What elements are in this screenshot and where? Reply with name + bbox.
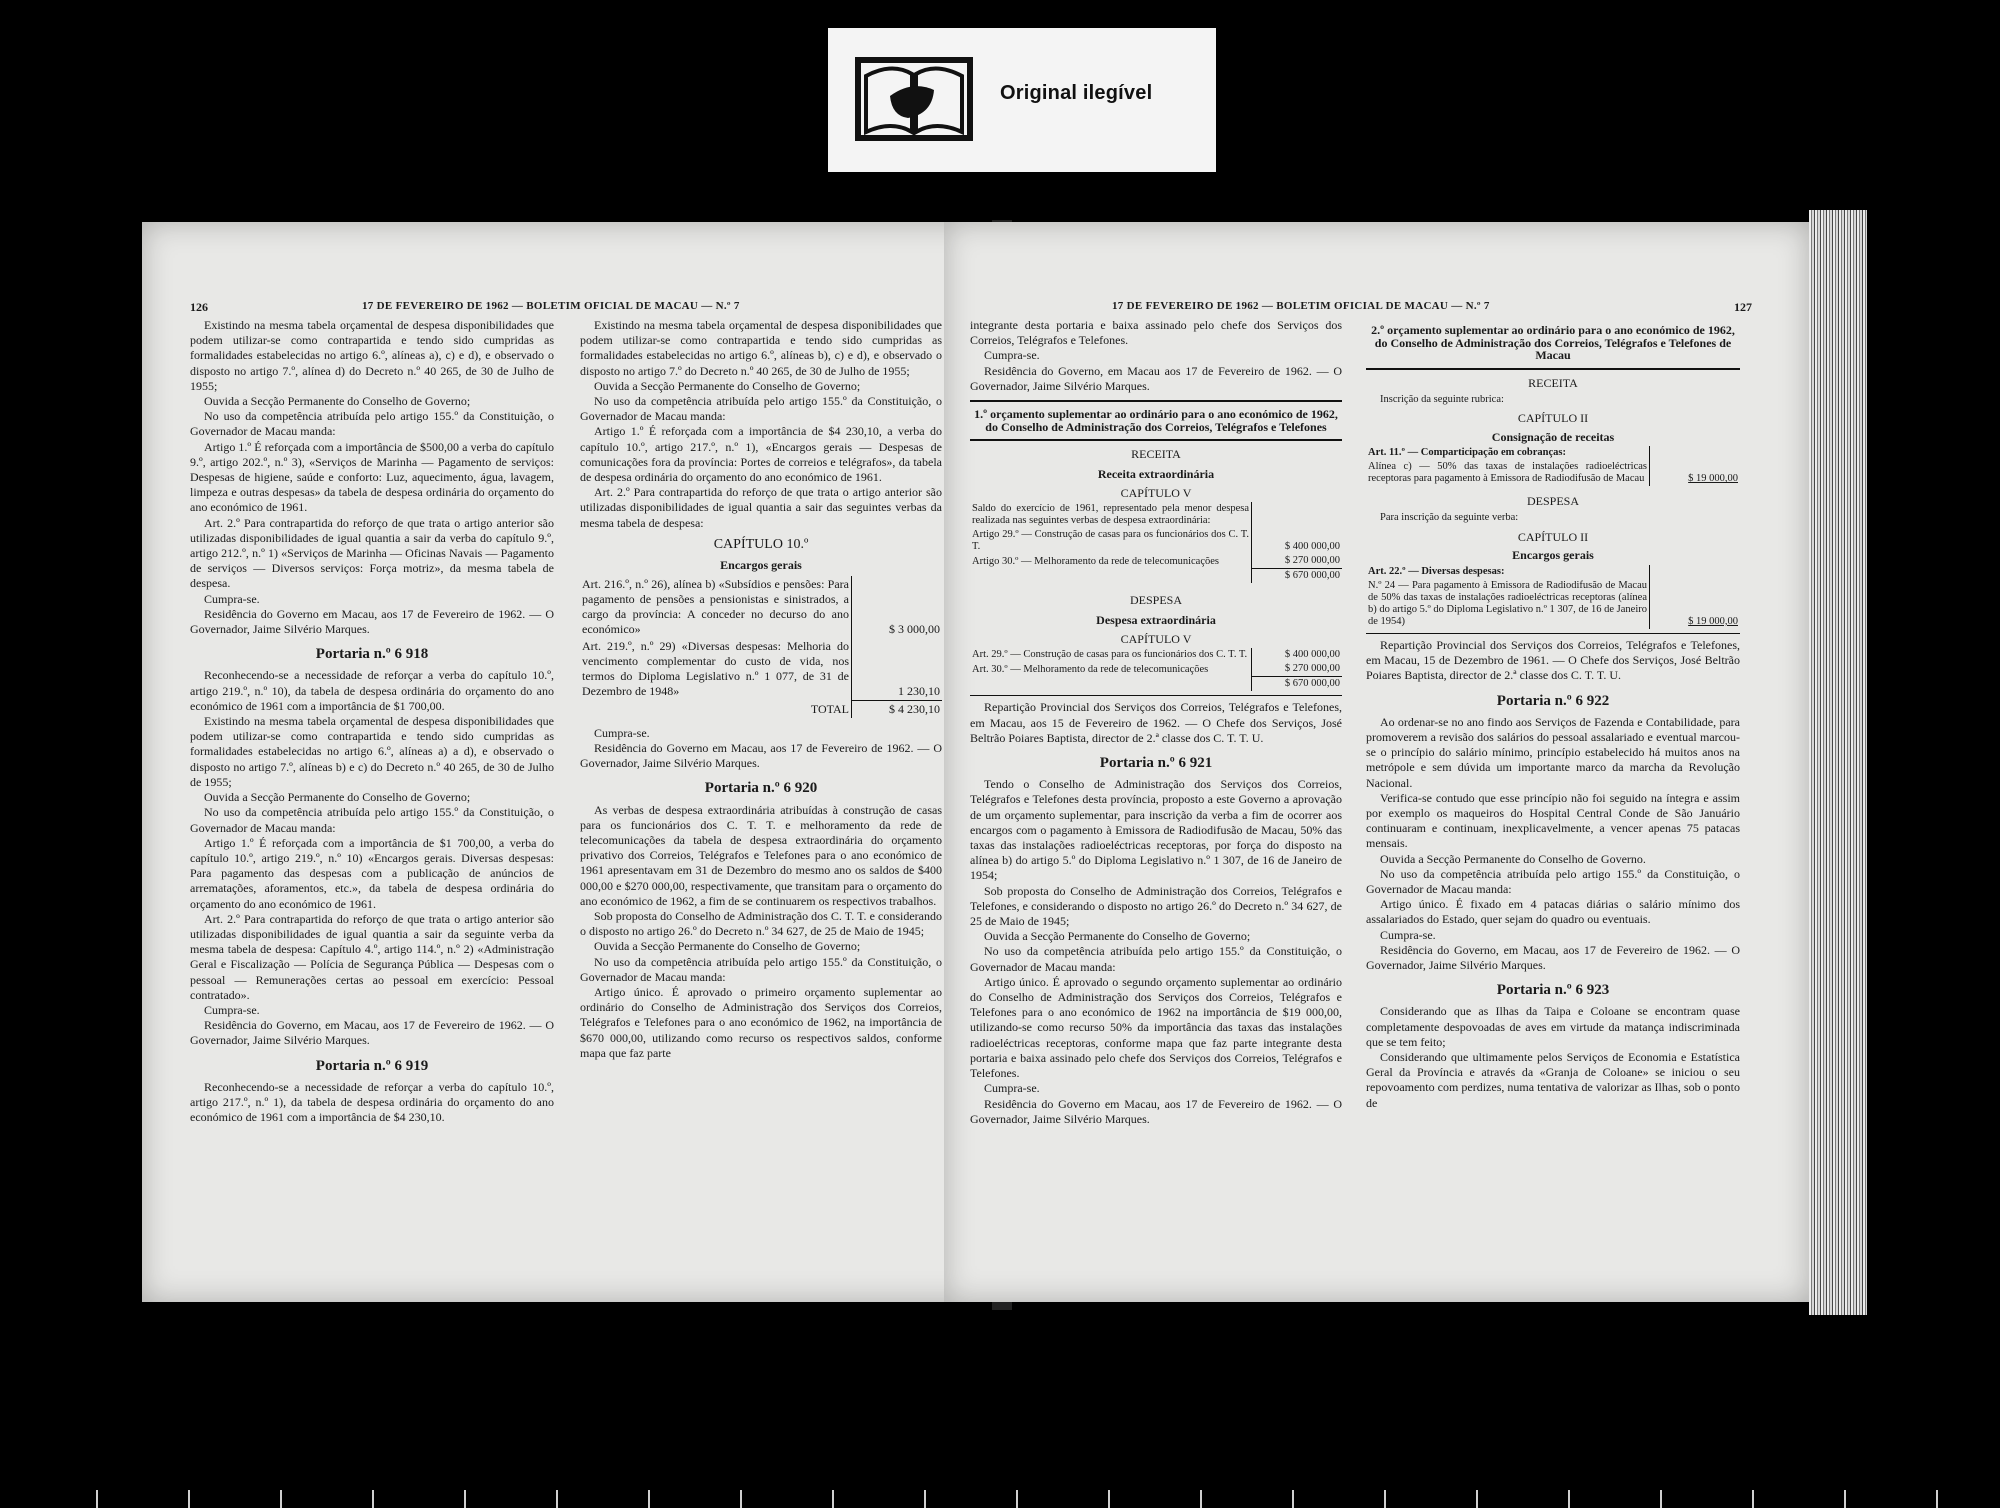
section-heading: RECEITA xyxy=(1131,447,1181,462)
divider xyxy=(970,695,1342,696)
paragraph: Artigo 1.º É reforçada com a importância de $4 230,10, a verba do capítulo 10.º, artigo 217.º, n.º 1), «Encargos gerais — Despesas de comunicações fora da província: Portes de correios e telégrafos», da tabela de despesa ordinária do orçamento do ano económico de 1961. xyxy=(580,424,942,485)
paragraph: Artigo 1.º É reforçada com a importância de $500,00 a verba do capítulo 9.º, artigo 202.º, n.º 3), «Serviços de Marinha — Pagamento de serviços: Despesas de higiene, saúde e conforto: Luz, aquecimento, água, lavagem, limpeza e outras despesas» da tabela de despesa ordinária do orçamento do ano económico de 1961. xyxy=(190,439,554,515)
right-page xyxy=(944,222,1809,1302)
table-row xyxy=(970,554,1342,569)
chapter-heading: CAPÍTULO II xyxy=(1517,529,1589,544)
amount-cell: $ 400 000,00 xyxy=(1252,648,1343,662)
table-cell: Artigo 29.º — Construção de casas para os funcionários dos C. T. T. xyxy=(972,529,1249,553)
paragraph: Sob proposta do Conselho de Administração dos Correios, Telégrafos e Telefones, e considerando o disposto no artigo 26.º do Decreto n.º 34 627, de 25 de Maio de 1945; xyxy=(970,883,1342,929)
paragraph: No uso da competência atribuída pelo artigo 155.º da Constituição, o Governador de Macau manda: xyxy=(190,409,554,439)
amount-cell: $ 270 000,00 xyxy=(1252,554,1343,569)
paragraph: Sob proposta do Conselho de Administração dos C. T. T. e considerando o disposto no artigo 26.º do Decreto n.º 34 627, de 25 de Maio de 1945; xyxy=(580,908,942,939)
paragraph: Inscrição da seguinte rubrica: xyxy=(1380,393,1504,405)
table-cell: Art. 216.º, n.º 26), alínea b) «Subsídios e pensões: Para pagamento de pensões a pensionistas e sinistrados, a cargo da província: A conceder no decurso do ano económico» xyxy=(582,577,849,637)
section-heading: DESPESA xyxy=(1526,494,1579,509)
table-cell: Art. 30.º — Melhoramento da rede de telecomunicações xyxy=(972,663,1209,675)
signature-line: Residência do Governo, em Macau, aos 17 de Fevereiro de 1962. — O Governador, Jaime Silvério Marques. xyxy=(1366,942,1740,972)
total-amount: $ 670 000,00 xyxy=(1252,569,1343,584)
paragraph: Reconhecendo-se a necessidade de reforçar a verba do capítulo 10.º, artigo 219.º, n.º 10), da tabela de despesa ordinária do orçamento do ano económico de 1961 com a importância de $1 700,00. xyxy=(190,668,554,713)
paragraph: Tendo o Conselho de Administração dos Serviços dos Correios, Telégrafos e Telefones desta província, proposto a este Governo a aprovação de um orçamento suplementar, para inscrição da verba a fim de ocorrer aos encargos com o pagamento à Emissora de Radiodifusão de Macau, 50% das taxas das instalações radioeléctricas receptoras, por força do disposto na alínea b) do artigo 5.º do Diploma Legislativo n.º 1 307, de 16 de Janeiro de 1954; xyxy=(970,777,1342,883)
paragraph: Ouvida a Secção Permanente do Conselho de Governo; xyxy=(204,790,471,805)
portaria-heading: Portaria n.º 6 918 xyxy=(315,646,429,663)
table-cell: Art. 29.º — Construção de casas para os funcionários dos C. T. T. xyxy=(972,649,1248,661)
table-total-row xyxy=(970,569,1342,584)
portaria-heading: Portaria n.º 6 919 xyxy=(315,1057,429,1074)
illegible-label: Original ilegível xyxy=(1000,82,1153,104)
archive-label-card xyxy=(828,28,1216,172)
amount-cell: $ 19 000,00 xyxy=(1650,460,1741,486)
paragraph: Cumpra-se. xyxy=(594,725,650,740)
paragraph: Ouvida a Secção Permanente do Conselho de Governo; xyxy=(984,929,1251,944)
table-row xyxy=(1366,579,1740,629)
table-cell: N.º 24 — Para pagamento à Emissora de Radiodifusão de Macau de 50% das taxas de instalações radioeléctricas receptoras (alínea b) do artigo 5.º do Diploma Legislativo n.º 1 307, de 16 de Janeiro de 1954) xyxy=(1368,579,1647,627)
running-header: 17 DE FEVEREIRO DE 1962 — BOLETIM OFICIAL DE MACAU — N.º 7 xyxy=(1112,300,1490,312)
amount-cell: $ 270 000,00 xyxy=(1252,662,1343,677)
paragraph: Artigo único. É fixado em 4 patacas diárias o salário mínimo dos assalariados do Estado, quer sejam do quadro ou eventuais. xyxy=(1366,897,1740,927)
paragraph: Repartição Provincial dos Serviços dos Correios, Telégrafos e Telefones, em Macau, aos 15 de Fevereiro de 1962. — O Chefe dos Serviços, José Beltrão Poiares Baptista, director de 2.ª classe dos C. T. T. U. xyxy=(970,700,1342,745)
chapter-heading: CAPÍTULO 10.º xyxy=(713,536,809,552)
left-page xyxy=(142,222,994,1302)
table-row xyxy=(970,502,1342,528)
paragraph: Cumpra-se. xyxy=(204,1002,260,1017)
left-column-1 xyxy=(190,318,554,1125)
paragraph: Artigo único. É aprovado o primeiro orçamento suplementar ao ordinário do Conselho de Administração dos Serviços dos Correios, Telégrafos e Telefones para o ano económico de 1962, na importância de $670 000,00, utilizando como recurso os respectivos saldos, conforme mapa que faz parte xyxy=(580,985,942,1060)
right-column-2 xyxy=(1366,318,1740,1111)
table-row xyxy=(970,648,1342,662)
left-column-2 xyxy=(580,318,942,1061)
total-amount: $ 670 000,00 xyxy=(1252,677,1343,692)
paragraph: Verifica-se contudo que esse princípio não foi seguido na íntegra e assim por exemplo os maqueiros do Hospital Central Conde de São Januário continuaram e continuam, inexplicavelmente, a vencer apenas 75 patacas mensais. xyxy=(1366,790,1740,851)
chapter-subheading: Consignação de receitas xyxy=(1491,429,1615,444)
paragraph: Ao ordenar-se no ano findo aos Serviços de Fazenda e Contabilidade, para promoverem a revisão dos salários do pessoal assalariado e eventual marcou-se o princípio do salário mínimo, princípio estabelecido há muitos anos na metrópole e sem dúvida um importante marco da marcha da Revolução Nacional. xyxy=(1366,714,1740,790)
table-cell: Alínea c) — 50% das taxas de instalações radioeléctricas receptoras para pagamento à Emissora de Radiodifusão de Macau xyxy=(1368,461,1647,485)
right-column-1 xyxy=(970,318,1342,1127)
portaria-heading: Portaria n.º 6 920 xyxy=(704,780,818,797)
scan-ruler-marks xyxy=(96,1490,1946,1508)
paragraph: Existindo na mesma tabela orçamental de despesa disponibilidades que podem utilizar-se como contrapartida e tendo sido cumpridas as formalidades estabelecidas no artigo 6.º, alíneas a), c) e d), e observado o disposto no artigo 7.º, alínea d) do Decreto n.º 40 265, de 30 de Julho de 1955; xyxy=(190,318,554,393)
divider xyxy=(1366,368,1740,370)
chapter-subheading: Encargos gerais xyxy=(720,558,802,573)
paragraph: Existindo na mesma tabela orçamental de despesa disponibilidades que podem utilizar-se como contrapartida e tendo sido cumpridas as formalidades estabelecidas no artigo 6.º, alíneas a) a d), e observado o disposto no artigo 7.º, alíneas b) e c) do Decreto n.º 40 265, de 30 de Julho de 1955; xyxy=(190,714,554,789)
paragraph: Cumpra-se. xyxy=(204,591,260,606)
open-book xyxy=(72,210,1832,1330)
table-cell: Art. 11.º — Comparticipação em cobranças: xyxy=(1368,447,1566,459)
despesa-table xyxy=(970,648,1342,691)
table-cell xyxy=(970,677,1252,692)
table-cell: Saldo do exercício de 1961, representado pela menor despesa realizada nas seguintes verbas de despesa extraordinária: xyxy=(972,503,1249,527)
paragraph: No uso da competência atribuída pelo artigo 155.º da Constituição, o Governador de Macau manda: xyxy=(580,954,942,984)
chapter-heading: CAPÍTULO V xyxy=(1120,631,1192,646)
signature-line: Residência do Governo, em Macau, aos 17 de Fevereiro de 1962. — O Governador, Jaime Silvério Marques. xyxy=(190,1018,554,1048)
signature-line: Residência do Governo em Macau, aos 17 de Fevereiro de 1962. — O Governador, Jaime Silvério Marques. xyxy=(970,1096,1342,1126)
expense-table xyxy=(580,576,942,718)
section-heading: RECEITA xyxy=(1528,375,1578,390)
amount-cell xyxy=(1650,565,1741,579)
paragraph: Cumpra-se. xyxy=(984,348,1040,363)
table-row xyxy=(1366,446,1740,460)
paragraph: integrante desta portaria e baixa assinado pelo chefe dos Serviços dos Correios, Telégrafos e Telefones. xyxy=(970,318,1342,348)
table-row xyxy=(1366,460,1740,486)
divider xyxy=(1366,633,1740,634)
paragraph: Cumpra-se. xyxy=(1380,927,1436,942)
paragraph: No uso da competência atribuída pelo artigo 155.º da Constituição, o Governador de Macau manda: xyxy=(190,805,554,835)
total-label: TOTAL xyxy=(810,701,849,716)
section-subheading: Receita extraordinária xyxy=(1097,467,1215,482)
despesa-table xyxy=(1366,565,1740,629)
page-edge-stack xyxy=(1809,210,1867,1315)
table-row xyxy=(1366,565,1740,579)
amount-cell: $ 3 000,00 xyxy=(852,576,943,638)
chapter-subheading: Encargos gerais xyxy=(1512,548,1594,563)
table-row xyxy=(580,576,942,638)
paragraph: No uso da competência atribuída pelo artigo 155.º da Constituição, o Governador de Macau manda: xyxy=(970,944,1342,974)
paragraph: Cumpra-se. xyxy=(984,1081,1040,1096)
signature-line: Residência do Governo em Macau, aos 17 de Fevereiro de 1962. — O Governador, Jaime Silvério Marques. xyxy=(190,606,554,637)
receita-table xyxy=(1366,446,1740,486)
table-cell: Art. 219.º, n.º 29) «Diversas despesas: Melhoria do vencimento complementar do custo de vida, nos termos do Diploma Legislativo n.º 1 077, de 31 de Dezembro de 1948» xyxy=(582,639,849,699)
amount-cell xyxy=(1252,502,1343,528)
budget-title: 2.º orçamento suplementar ao ordinário para o ano económico de 1962, do Conselho de Administração dos Correios, Telégrafos e Telefones de Macau xyxy=(1371,323,1735,362)
amount-cell: $ 19 000,00 xyxy=(1650,579,1741,629)
page-number: 127 xyxy=(1734,300,1752,314)
amount-cell xyxy=(1650,446,1741,460)
divider xyxy=(970,439,1342,441)
table-cell: Artigo 30.º — Melhoramento da rede de telecomunicações xyxy=(972,555,1220,567)
table-row xyxy=(970,662,1342,677)
paragraph: Ouvida a Secção Permanente do Conselho de Governo; xyxy=(204,394,471,409)
table-row xyxy=(580,638,942,700)
chapter-heading: CAPÍTULO V xyxy=(1120,485,1192,500)
signature-line: Residência do Governo, em Macau aos 17 de Fevereiro de 1962. — O Governador, Jaime Silvério Marques. xyxy=(970,363,1342,393)
paragraph: As verbas de despesa extraordinária atribuídas à construção de casas para os funcionários dos C. T. T. e melhoramento da rede de telecomunicações da tabela de despesa extraordinária do orçamento privativo dos Correios, Telégrafos e Telefones para o ano económico de 1961 apresentavam em 31 de Dezembro do mesmo ano os saldos de $400 000,00 e $270 000,00, respectivamente, que transitam para o orçamento do ano económico de 1962, a fim de se continuarem os respectivos trabalhos. xyxy=(580,802,942,908)
portaria-heading: Portaria n.º 6 923 xyxy=(1496,982,1610,999)
running-header: 17 DE FEVEREIRO DE 1962 — BOLETIM OFICIAL DE MACAU — N.º 7 xyxy=(362,300,740,312)
portaria-heading: Portaria n.º 6 921 xyxy=(1099,755,1213,772)
table-total-row xyxy=(580,700,942,718)
table-cell: Art. 22.º — Diversas despesas: xyxy=(1368,565,1505,577)
paragraph: Reconhecendo-se a necessidade de reforçar a verba do capítulo 10.º, artigo 217.º, n.º 1), da tabela de despesa ordinária do orçamento do ano económico de 1961 com a importância de $4 230,10. xyxy=(190,1079,554,1125)
budget-title: 1.º orçamento suplementar ao ordinário para o ano económico de 1962, do Conselho de Administração dos Correios, Telégrafos e Telefones xyxy=(974,407,1338,434)
amount-cell: 1 230,10 xyxy=(852,638,943,700)
paragraph: Ouvida a Secção Permanente do Conselho de Governo; xyxy=(594,939,861,954)
paragraph: Considerando que ultimamente pelos Serviços de Economia e Estatística Geral da Província e através da «Granja de Coloane» se iniciou o seu repovoamento com perdizes, numa tentativa de valorizar as Ilhas, sob o ponto de xyxy=(1366,1049,1740,1110)
paragraph: Artigo 1.º É reforçada com a importância de $1 700,00, a verba do capítulo 10.º, artigo 219.º, n.º 10) «Encargos gerais. Diversas despesas: Para pagamento das despesas com a publicação de anúncios de arrematações, aforamentos, etc.», da tabela de despesa ordinária do orçamento do ano económico de 1961. xyxy=(190,835,554,911)
divider xyxy=(970,400,1342,402)
total-amount: $ 4 230,10 xyxy=(852,700,943,718)
paragraph: Art. 2.º Para contrapartida do reforço de que trata o artigo anterior são utilizadas disponibilidades de igual quantia a sair da verba do capítulo 9.º, artigo 212.º, n.º 1) «Serviços de Marinha — Oficinas Navais — Pagamento de serviços — Diversos serviços: Força motriz», da mesma tabela de despesa. xyxy=(190,515,554,591)
paragraph: Artigo único. É aprovado o segundo orçamento suplementar ao ordinário do Conselho de Administração dos Serviços dos Correios, Telégrafos e Telefones para o ano económico de 1962 na importância de $19 000,00, utilizando-se como recurso 50% da importância das taxas das instalações radioeléctricas receptoras, conforme mapa que faz parte integrante desta portaria e baixa assinado pelo chefe dos Serviços dos Correios, Telégrafos e Telefones. xyxy=(970,974,1342,1081)
paragraph: No uso da competência atribuída pelo artigo 155.º da Constituição, o Governador de Macau manda: xyxy=(580,394,942,424)
section-heading: DESPESA xyxy=(1129,593,1182,608)
paragraph: Art. 2.º Para contrapartida do reforço de que trata o artigo anterior são utilizadas disponibilidades de igual quantia a sair da seguinte verba da mesma tabela de despesa: Capítulo 4.º, artigo 114.º, n.º 2) «Administração Geral e Fiscalização — Polícia de Segurança Pública — Despesas com o pessoal — Remunerações certas ao pessoal em exercício: Pessoal contratado». xyxy=(190,911,554,1002)
paragraph: Ouvida a Secção Permanente do Conselho de Governo. xyxy=(1380,851,1646,866)
page-number: 126 xyxy=(190,300,208,314)
amount-cell: $ 400 000,00 xyxy=(1252,528,1343,554)
paragraph: No uso da competência atribuída pelo artigo 155.º da Constituição, o Governador de Macau manda: xyxy=(1366,866,1740,896)
section-subheading: Despesa extraordinária xyxy=(1096,613,1216,628)
paragraph: Existindo na mesma tabela orçamental de despesa disponibilidades que podem utilizar-se como contrapartida e tendo sido cumpridas as formalidades estabelecidas no artigo 6.º, alíneas b), c) e d), e observado o disposto no artigo 7.º do Decreto n.º 40 265, de 30 de Julho de 1955; xyxy=(580,318,942,378)
portaria-heading: Portaria n.º 6 922 xyxy=(1496,692,1610,709)
table-total-row xyxy=(970,677,1342,692)
receita-table xyxy=(970,502,1342,583)
paragraph: Repartição Provincial dos Serviços dos Correios, Telégrafos e Telefones, em Macau, 15 de Dezembro de 1961. — O Chefe dos Serviços, José Beltrão Poiares Baptista, director de 2.ª classe dos C. T. T. U. xyxy=(1366,637,1740,683)
paragraph: Considerando que as Ilhas da Taipa e Coloane se encontram quase completamente despovoadas de aves em virtude da matança indiscriminada que se tem feito; xyxy=(1366,1004,1740,1049)
paragraph: Para inscrição da seguinte verba: xyxy=(1380,512,1519,524)
signature-line: Residência do Governo em Macau, aos 17 de Fevereiro de 1962. — O Governador, Jaime Silvério Marques. xyxy=(580,740,942,771)
table-cell xyxy=(970,569,1252,584)
table-row xyxy=(970,528,1342,554)
paragraph: Art. 2.º Para contrapartida do reforço de que trata o artigo anterior são utilizadas disponibilidades de igual quantia a sair das seguintes verbas da mesma tabela de despesa: xyxy=(580,485,942,530)
paragraph: Ouvida a Secção Permanente do Conselho de Governo; xyxy=(594,378,861,393)
chapter-heading: CAPÍTULO II xyxy=(1517,411,1589,426)
open-book-icon xyxy=(852,54,976,144)
